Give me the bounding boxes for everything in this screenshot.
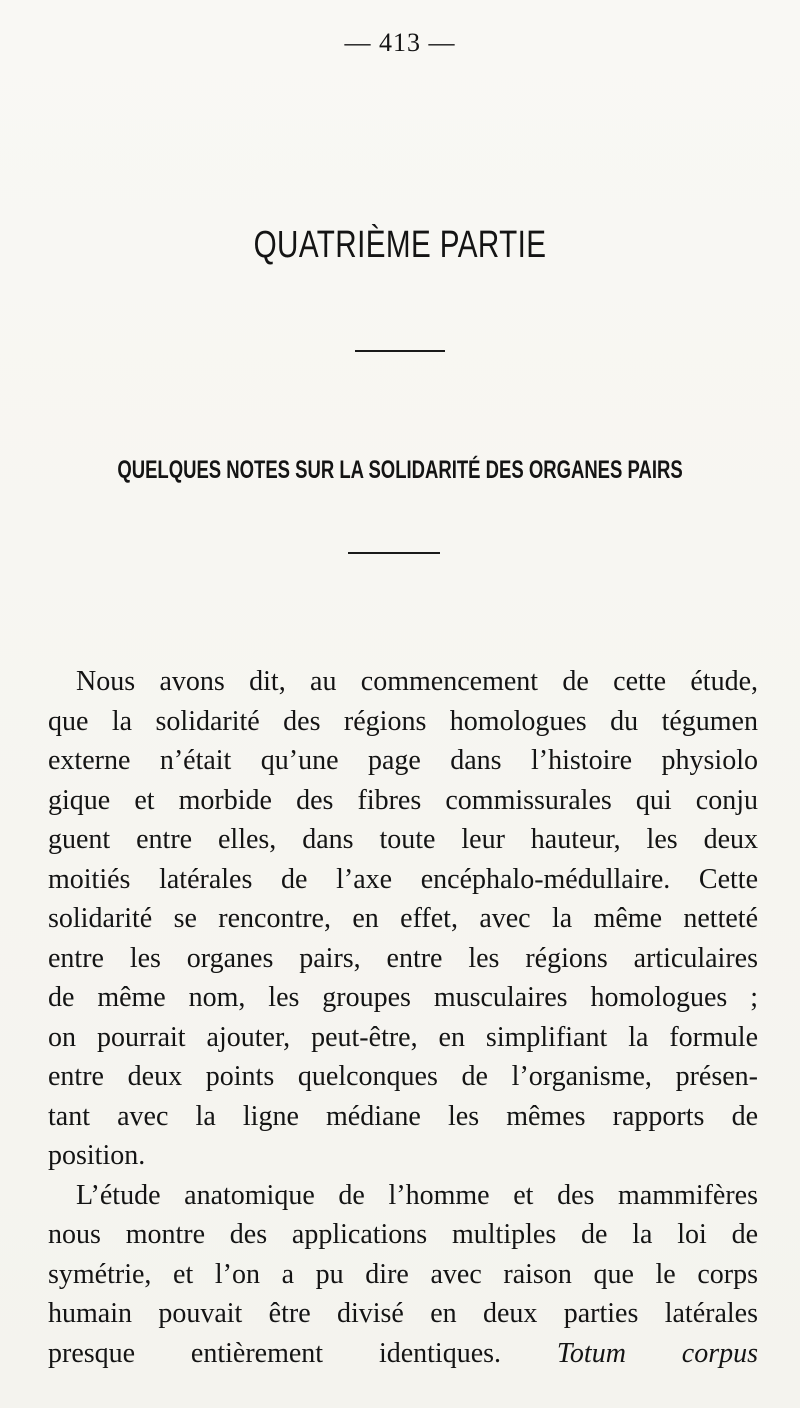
text-plain: presque entièrement identiques. [48,1337,502,1369]
text-line: que la solidarité des régions homologues du tégumen [48,705,758,737]
part-title: QUATRIÈME PARTIE [253,224,547,266]
body-text [48,662,758,1373]
text-line: gique et morbide des fibres commissurales qui conju [48,784,758,816]
text-line: L’étude anatomique de l’homme et des mammifères [76,1179,758,1211]
text-italic: Totum corpus [556,1337,758,1369]
text-line: position. [48,1140,146,1171]
text-line: humain pouvait être divisé en deux parties latérales [48,1298,758,1329]
text-line: solidarité se rencontre, en effet, avec la même netteté [48,903,758,934]
page-number: — 413 — [344,28,456,57]
text-line-last [48,1334,758,1374]
text-line: tant avec la ligne médiane les mêmes rapports de [48,1100,758,1132]
divider-rule-bottom [348,552,440,554]
text-line: symétrie, et l’on a pu dire avec raison que le corps [48,1258,758,1290]
text-line: entre deux points quelconques de l’organisme, présen- [48,1061,758,1092]
text-line: Nous avons dit, au commencement de cette étude, [76,666,758,697]
text-line: nous montre des applications multiples de la loi de [48,1219,758,1250]
text-line: externe n’était qu’une page dans l’histoire physiolo [48,745,758,776]
text-line: guent entre elles, dans toute leur hauteur, les deux [48,824,758,855]
text-line: on pourrait ajouter, peut-être, en simplifiant la formule [48,1021,758,1053]
text-line: entre les organes pairs, entre les régions articulaires [48,942,758,974]
text-line: de même nom, les groupes musculaires homologues ; [48,982,758,1013]
divider-rule-top [355,350,445,352]
section-title: QUELQUES NOTES SUR LA SOLIDARITÉ DES ORGANES PAIRS [117,456,683,484]
text-line: moitiés latérales de l’axe encéphalo-médullaire. Cette [48,863,758,895]
